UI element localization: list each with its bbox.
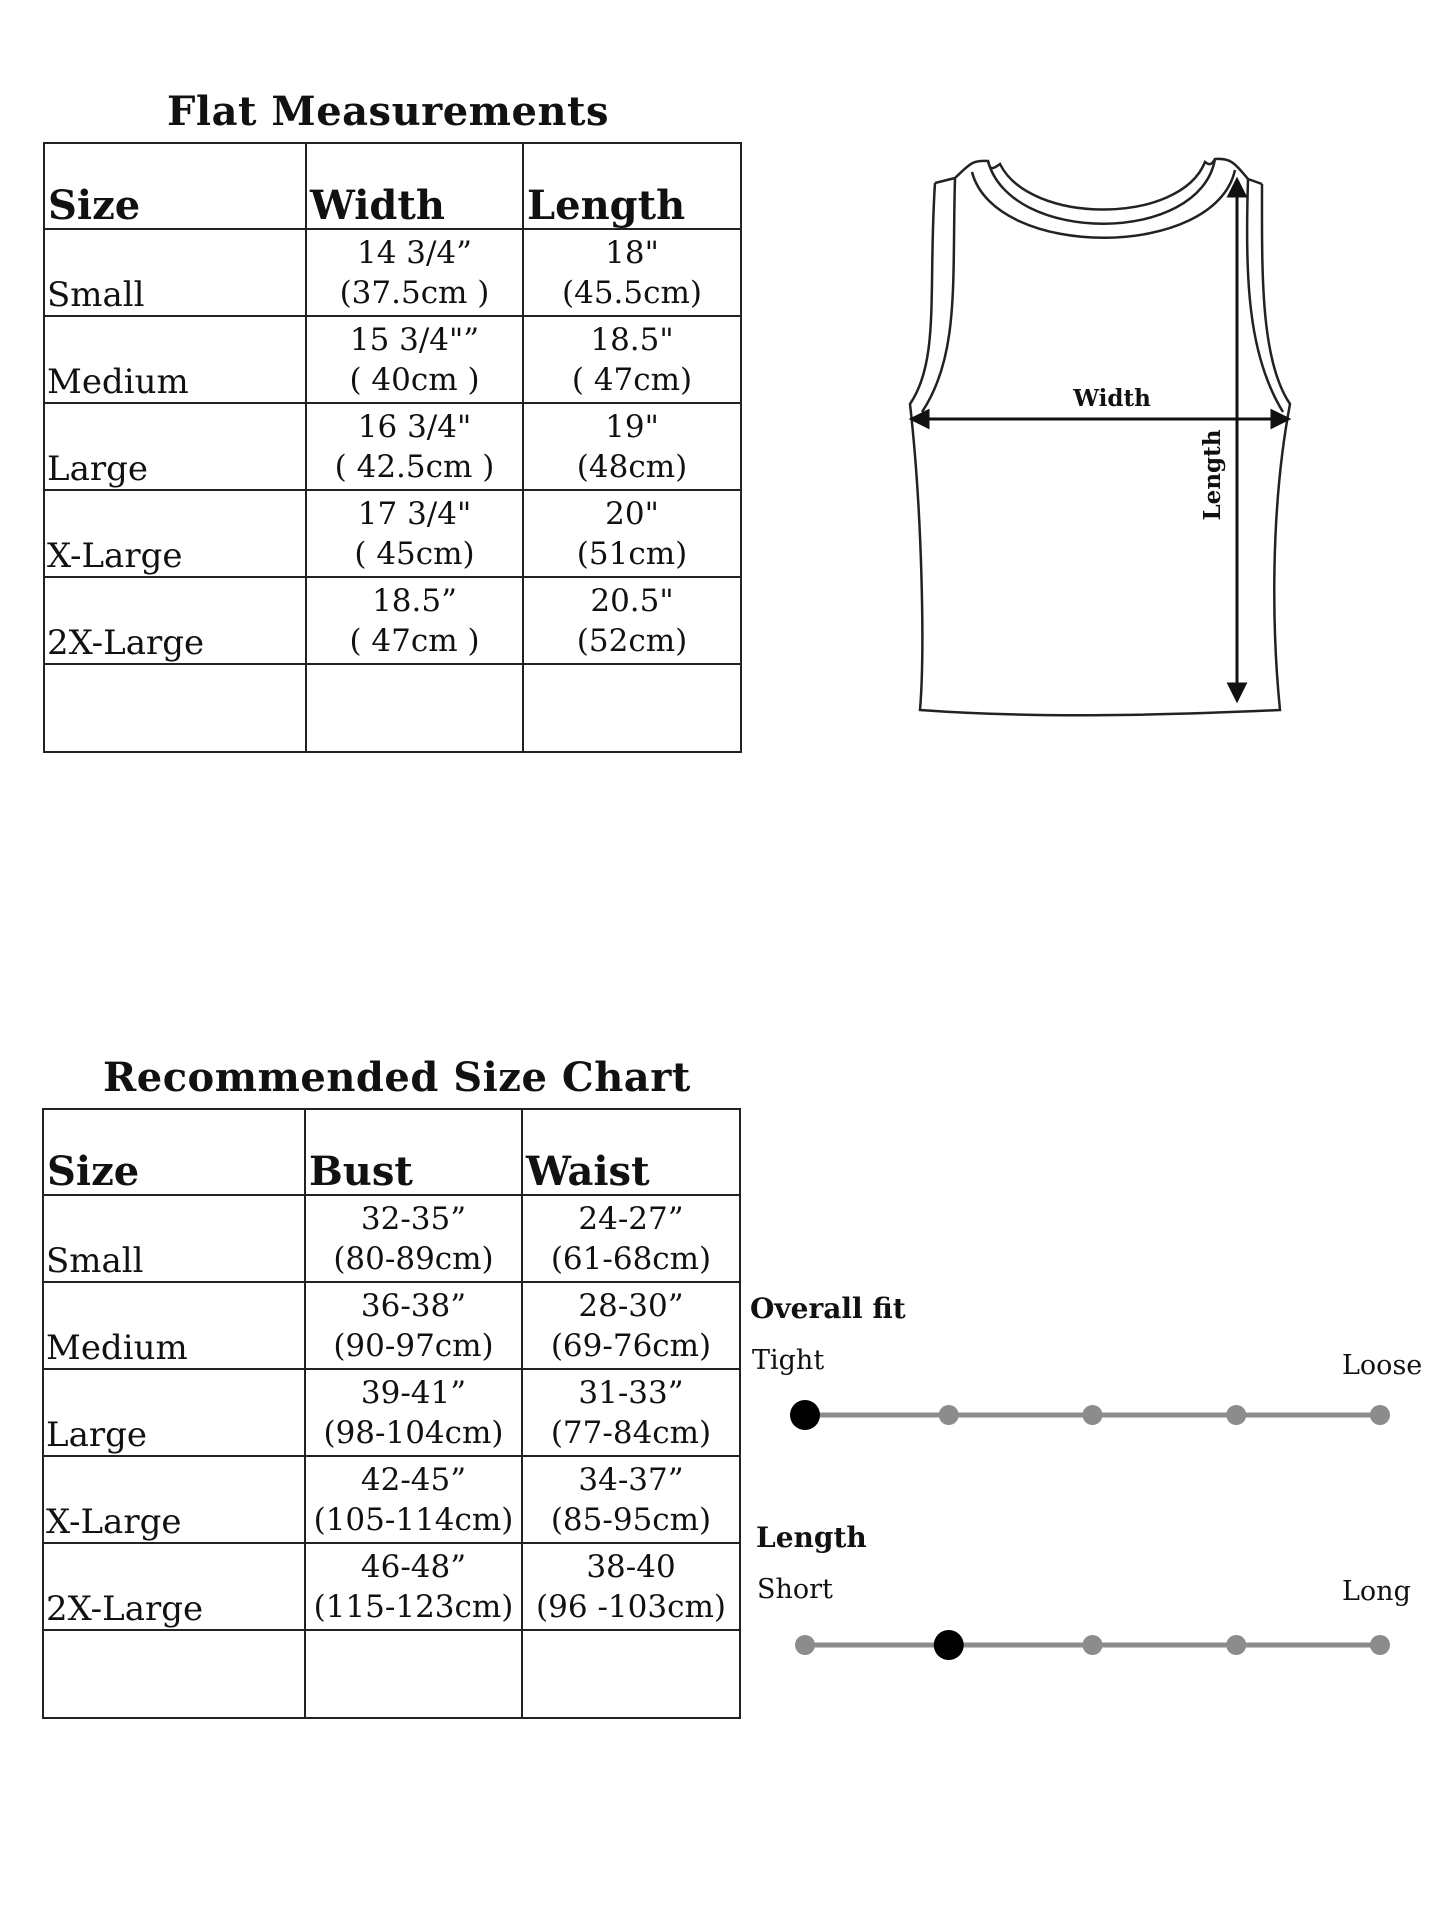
scale-dot: [939, 1405, 959, 1425]
length-cell: 19" (48cm): [576, 409, 688, 485]
table-row: [44, 490, 741, 577]
table-row: [44, 316, 741, 403]
waist-cell: 38-40 (96 -103cm): [536, 1549, 726, 1625]
scale-dot: [1226, 1405, 1246, 1425]
tank-top-diagram: [900, 150, 1300, 730]
loose-label: Loose: [1342, 1350, 1423, 1381]
header-width: Width: [310, 182, 445, 229]
waist-cell: 28-30” (69-76cm): [550, 1288, 712, 1364]
table-row: [43, 1456, 740, 1543]
header-bust: Bust: [309, 1148, 413, 1195]
header-size: Size: [47, 1148, 140, 1195]
long-label: Long: [1342, 1576, 1411, 1607]
short-label: Short: [757, 1574, 833, 1605]
table-header-row: [43, 1109, 740, 1195]
size-cell: 2X-Large: [47, 623, 205, 663]
size-cell: Large: [46, 1415, 147, 1455]
scale-dot: [1370, 1405, 1390, 1425]
waist-cell: 34-37” (85-95cm): [550, 1462, 712, 1538]
scale-selected-dot: [790, 1400, 820, 1430]
size-cell: Medium: [46, 1328, 188, 1368]
overall-fit-title: Overall fit: [750, 1292, 906, 1325]
length-fit-title: Length: [756, 1521, 867, 1554]
bust-cell: 46-48” (115-123cm): [313, 1549, 514, 1625]
size-cell: 2X-Large: [46, 1589, 204, 1629]
size-cell: Large: [47, 449, 148, 489]
width-cell: 14 3/4” (37.5cm ): [339, 235, 490, 311]
header-length: Length: [527, 182, 686, 229]
flat-measurements-title: Flat Measurements: [167, 88, 610, 135]
length-cell: 20.5" (52cm): [576, 583, 688, 659]
scale-dot: [1083, 1635, 1103, 1655]
recommended-size-table: [42, 1108, 741, 1719]
empty-row: [43, 1630, 740, 1718]
bust-cell: 39-41” (98-104cm): [323, 1375, 504, 1451]
table-row: [43, 1369, 740, 1456]
length-arrow: [1229, 180, 1245, 700]
size-cell: Small: [47, 275, 145, 315]
header-waist: Waist: [526, 1148, 650, 1195]
width-cell: 15 3/4"” ( 40cm ): [349, 322, 480, 398]
table-row: [44, 229, 741, 316]
scale-dot: [1083, 1405, 1103, 1425]
width-cell: 16 3/4" ( 42.5cm ): [334, 409, 495, 485]
flat-measurements-table: [43, 142, 742, 753]
scale-dot: [795, 1635, 815, 1655]
table-row: [43, 1543, 740, 1630]
scale-dot: [1226, 1635, 1246, 1655]
scale-selected-dot: [934, 1630, 964, 1660]
tank-top-outline: [910, 159, 1290, 715]
length-fit-scale: [770, 1615, 1410, 1675]
table-row: [44, 577, 741, 664]
bust-cell: 42-45” (105-114cm): [313, 1462, 514, 1538]
size-cell: X-Large: [46, 1502, 182, 1542]
tight-label: Tight: [752, 1345, 825, 1376]
waist-cell: 31-33” (77-84cm): [550, 1375, 712, 1451]
recommended-size-chart-title: Recommended Size Chart: [103, 1054, 691, 1101]
bust-cell: 36-38” (90-97cm): [333, 1288, 494, 1364]
width-arrow: [912, 411, 1288, 427]
header-size: Size: [48, 182, 141, 229]
table-row: [43, 1282, 740, 1369]
size-cell: Medium: [47, 362, 189, 402]
overall-fit-scale: [770, 1385, 1410, 1445]
table-row: [44, 403, 741, 490]
length-cell: 18" (45.5cm): [562, 235, 702, 311]
size-cell: X-Large: [47, 536, 183, 576]
width-cell: 18.5” ( 47cm ): [349, 583, 480, 659]
scale-dot: [1370, 1635, 1390, 1655]
width-label: Width: [1073, 385, 1151, 412]
width-cell: 17 3/4" ( 45cm): [354, 496, 475, 572]
bust-cell: 32-35” (80-89cm): [333, 1201, 494, 1277]
length-label: Length: [1199, 429, 1226, 521]
length-cell: 18.5" ( 47cm): [571, 322, 693, 398]
size-cell: Small: [46, 1241, 144, 1281]
waist-cell: 24-27” (61-68cm): [550, 1201, 712, 1277]
table-row: [43, 1195, 740, 1282]
empty-row: [44, 664, 741, 752]
table-header-row: [44, 143, 741, 229]
length-cell: 20" (51cm): [576, 496, 688, 572]
